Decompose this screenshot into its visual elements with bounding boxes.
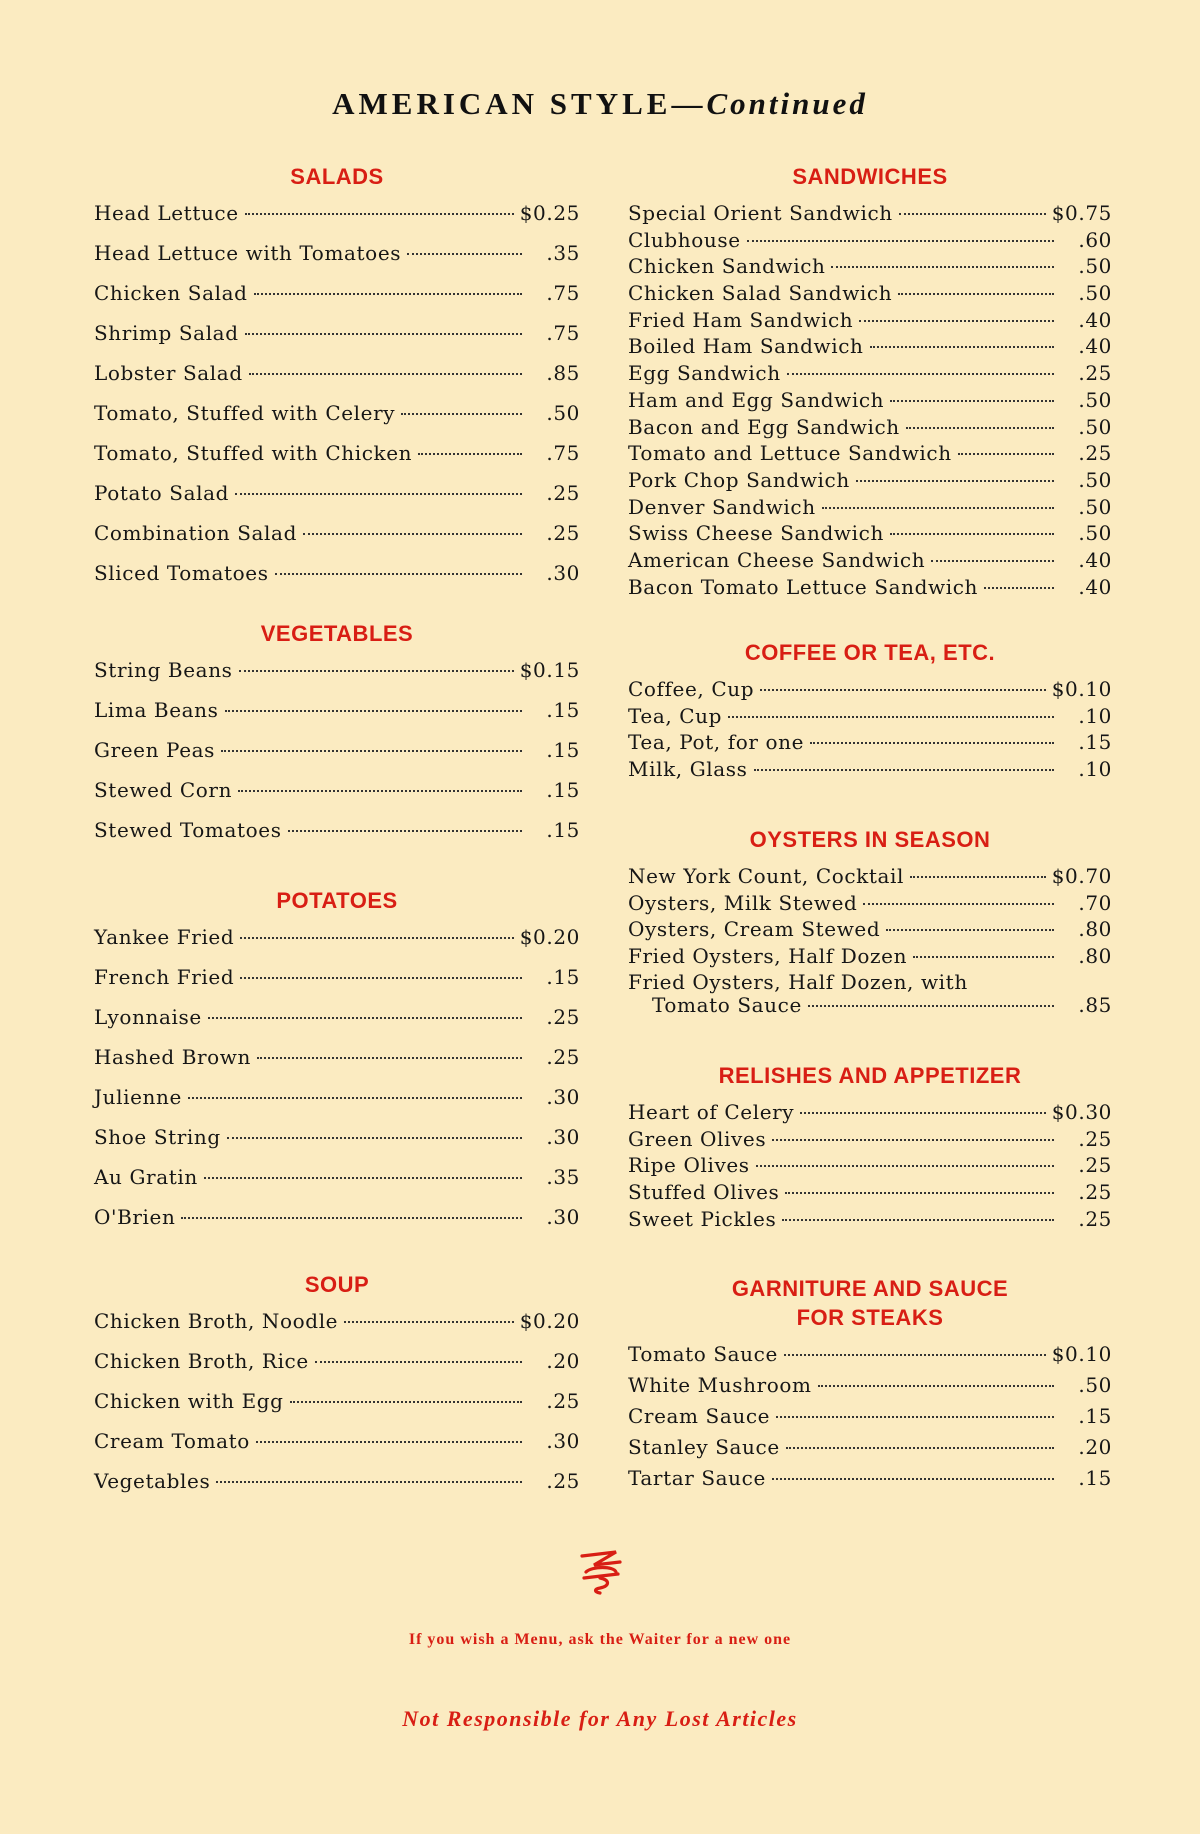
leader-dots [786,1447,1054,1449]
leader-dots [216,1481,522,1483]
item-list [628,201,1112,601]
leader-dots [810,742,1054,744]
item-name: Shoe String [94,1125,221,1149]
item-price: .50 [1078,414,1112,439]
leader-dots [315,1361,522,1363]
leader-dots [859,320,1054,322]
item-name: Denver Sandwich [628,494,816,519]
item-price: .25 [546,1005,580,1029]
leader-dots [240,977,522,979]
section-title: OYSTERS IN SEASON [749,827,991,852]
menu-item [628,1180,1112,1207]
leader-dots [787,373,1054,375]
leader-dots [899,213,1046,215]
leader-dots [754,769,1054,771]
item-price: .80 [1078,917,1112,942]
item-name: Hashed Brown [94,1045,252,1069]
menu-item [628,677,1112,704]
leader-dots [785,1192,1054,1194]
item-name: Heart of Celery [628,1100,795,1124]
leader-dots [898,293,1054,295]
item-name: Vegetables [94,1469,211,1493]
relishes-section [628,1061,1112,1233]
item-name: Tomato Sauce [628,1342,778,1366]
leader-dots [401,413,522,415]
garniture-section [628,1274,1112,1497]
menu-item [94,281,580,321]
item-price: .75 [546,321,580,345]
leader-dots [227,1137,522,1139]
item-price: $0.25 [519,201,580,225]
leader-dots [249,373,522,375]
item-price: .10 [1078,703,1112,728]
menu-item [628,548,1112,575]
item-name: Green Peas [94,738,216,762]
leader-dots [863,903,1054,905]
item-name-line1: Fried Oysters, Half Dozen, with [628,969,968,994]
menu-item [94,1349,580,1389]
item-name: Yankee Fried [94,925,235,949]
leader-dots [256,1441,522,1443]
item-name: Lobster Salad [94,361,243,385]
item-price: .85 [1078,992,1112,1017]
menu-item [94,561,580,601]
menu-item [628,441,1112,468]
leader-dots [240,937,513,939]
item-name: Chicken with Egg [94,1389,284,1413]
menu-item [94,1045,580,1085]
leader-dots [886,929,1054,931]
item-name: Special Orient Sandwich [628,201,893,225]
item-name: Cream Sauce [628,1404,771,1428]
menu-item [628,361,1112,388]
item-name: Cream Tomato [94,1429,250,1453]
section-title: VEGETABLES [260,621,414,646]
leader-dots [407,253,522,255]
menu-item [628,388,1112,415]
leader-dots [728,716,1054,718]
item-price: .50 [1078,521,1112,546]
menu-item [628,1100,1112,1127]
item-name: Tomato, Stuffed with Celery [94,401,396,425]
leader-dots [756,1165,1054,1167]
item-price: .30 [546,1429,580,1453]
item-name: Shrimp Salad [94,321,239,345]
section-title: SANDWICHES [792,164,948,189]
leader-dots [776,1416,1054,1418]
menu-item [628,228,1112,255]
item-name: Stewed Corn [94,778,233,802]
leader-dots [784,1354,1046,1356]
leader-dots [188,1097,522,1099]
item-name: Chicken Salad Sandwich [628,281,893,306]
item-price: .25 [1078,441,1112,466]
item-price: .25 [1078,1206,1112,1231]
menu-item [94,925,580,965]
item-price: .15 [1078,730,1112,755]
leader-dots [344,1321,514,1323]
item-price: .15 [546,965,580,989]
item-price: .35 [546,241,580,265]
menu-item [94,361,580,401]
leader-dots [890,400,1054,402]
item-name: Combination Salad [94,521,297,545]
item-name: Bacon Tomato Lettuce Sandwich [628,574,979,599]
menu-item [628,1466,1112,1497]
leader-dots [225,710,522,712]
menu-item [628,495,1112,522]
soup-section [94,1270,580,1509]
item-list [628,1342,1112,1497]
page-title-main: AMERICAN STYLE— [332,86,707,121]
item-list [94,201,580,601]
item-name: Stanley Sauce [628,1435,780,1459]
page-title-continued: Continued [706,86,868,121]
section-title: SALADS [290,164,384,189]
leader-dots [303,533,522,535]
menu-item [94,1205,580,1245]
item-price: .70 [1078,890,1112,915]
leader-dots [931,560,1054,562]
item-name: Fried Oysters, Half Dozen [628,944,908,969]
leader-dots [181,1217,522,1219]
item-name: Coffee, Cup [628,677,755,701]
menu-item [94,401,580,441]
leader-dots [254,293,522,295]
item-price: .40 [1078,307,1112,332]
menu-item [628,521,1112,548]
item-name: O'Brien [94,1205,176,1229]
item-price: $0.10 [1051,1342,1112,1366]
item-list [94,1309,580,1509]
menu-item [628,730,1112,757]
leader-dots [800,1112,1046,1114]
item-name: White Mushroom [628,1373,812,1397]
menu-item [628,1342,1112,1373]
item-name: Ripe Olives [628,1153,750,1178]
leader-dots [822,507,1054,509]
item-price: .40 [1078,574,1112,599]
leader-dots [239,670,514,672]
item-name: Tomato and Lettuce Sandwich [628,441,952,466]
menu-item [628,891,1112,918]
section-title-line1: GARNITURE AND SAUCE [731,1276,1009,1301]
menu-item [94,1165,580,1205]
menu-request-note: If you wish a Menu, ask the Waiter for a new one [408,1631,792,1648]
item-name: Oysters, Cream Stewed [628,917,881,942]
menu-item [94,321,580,361]
item-price: .15 [546,818,580,842]
item-name: Chicken Broth, Rice [94,1349,309,1373]
menu-item [628,254,1112,281]
item-price: .15 [546,698,580,722]
item-price: .40 [1078,334,1112,359]
item-name: Ham and Egg Sandwich [628,387,885,412]
item-name: Swiss Cheese Sandwich [628,521,884,546]
item-name: Milk, Glass [628,757,748,782]
item-name: Stewed Tomatoes [94,818,282,842]
menu-item [94,1429,580,1469]
section-title: SOUP [304,1272,370,1297]
item-price: .40 [1078,547,1112,572]
menu-item [628,1127,1112,1154]
item-price: .25 [546,521,580,545]
menu-item [628,757,1112,784]
item-price: .50 [1078,1373,1112,1397]
item-name: Sweet Pickles [628,1206,777,1231]
menu-item [94,1309,580,1349]
item-name: Chicken Salad [94,281,248,305]
item-price: .50 [1078,467,1112,492]
menu-item-multiline [628,971,1112,1017]
disclaimer: Not Responsible for Any Lost Articles [402,1706,798,1731]
menu-item [94,738,580,778]
menu-item [94,521,580,561]
item-name: Tomato, Stuffed with Chicken [94,441,413,465]
menu-item [628,1373,1112,1404]
item-price: .50 [1078,387,1112,412]
menu-item [628,1207,1112,1234]
item-price: .80 [1078,944,1112,969]
sandwiches-section [628,162,1112,601]
menu-item [94,698,580,738]
item-name: Chicken Broth, Noodle [94,1309,339,1333]
leader-dots [290,1401,522,1403]
menu-item [628,864,1112,891]
item-price: .60 [1078,227,1112,252]
item-price: .20 [1078,1435,1112,1459]
item-list [628,677,1112,784]
leader-dots [257,1057,522,1059]
menu-item [94,1469,580,1509]
leader-dots [245,213,514,215]
leader-dots [418,453,522,455]
item-price: .35 [546,1165,580,1189]
item-price: .15 [546,778,580,802]
item-name-line2: Tomato Sauce [652,992,802,1017]
item-name: Clubhouse [628,227,741,252]
item-price: .25 [1078,1180,1112,1205]
vegetables-section [94,619,580,858]
menu-item [628,415,1112,442]
leader-dots [984,587,1054,589]
item-price: .20 [546,1349,580,1373]
item-price: .25 [546,1389,580,1413]
item-name: Tartar Sauce [628,1466,766,1490]
menu-item [94,818,580,858]
item-name: Au Gratin [94,1165,198,1189]
item-price: .15 [546,738,580,762]
item-name: New York Count, Cocktail [628,864,905,888]
menu-item [94,1125,580,1165]
leader-dots [204,1177,522,1179]
leader-dots [831,266,1054,268]
item-name: Green Olives [628,1126,767,1151]
leader-dots [856,480,1054,482]
leader-dots [906,427,1054,429]
item-price: $0.30 [1051,1100,1112,1124]
item-price: .50 [1078,494,1112,519]
section-title: POTATOES [276,888,398,913]
leader-dots [275,573,522,575]
item-name: Lima Beans [94,698,219,722]
section-title: RELISHES AND APPETIZER [718,1063,1022,1088]
menu-item [94,201,580,241]
menu-item [628,917,1112,944]
item-price: .25 [546,481,580,505]
menu-item [94,1389,580,1429]
menu-item [628,1153,1112,1180]
item-price: .15 [1078,1466,1112,1490]
item-price: .50 [546,401,580,425]
menu-item [628,308,1112,335]
item-price: .25 [546,1045,580,1069]
item-price: .25 [1078,361,1112,386]
menu-item [628,944,1112,971]
menu-item [94,1005,580,1045]
leader-dots [958,453,1054,455]
potatoes-section [94,886,580,1245]
item-list [628,1100,1112,1233]
item-name: Julienne [94,1085,182,1109]
menu-item [94,778,580,818]
item-name: Fried Ham Sandwich [628,307,854,332]
item-price: $0.75 [1051,201,1112,225]
item-name: Tea, Pot, for one [628,730,805,755]
item-price: $0.70 [1051,864,1112,888]
menu-item [628,334,1112,361]
leader-dots [747,240,1054,242]
oysters-section [628,825,1112,1017]
menu-item [94,481,580,521]
item-name: Oysters, Milk Stewed [628,890,858,915]
salads-section [94,162,580,601]
item-price: .15 [1078,1404,1112,1428]
menu-item [628,201,1112,228]
item-price: .30 [546,1085,580,1109]
leader-dots [245,333,522,335]
item-price: .25 [546,1469,580,1493]
menu-item [94,441,580,481]
item-price: $0.20 [519,1309,580,1333]
menu-item [628,1404,1112,1435]
menu-item [628,281,1112,308]
leader-dots [235,493,522,495]
section-title: COFFEE OR TEA, ETC. [744,640,996,665]
item-name: Bacon and Egg Sandwich [628,414,900,439]
item-name: String Beans [94,658,233,682]
item-name: American Cheese Sandwich [628,547,926,572]
item-name: Head Lettuce [94,201,239,225]
leader-dots [782,1219,1054,1221]
leader-dots [772,1139,1054,1141]
item-name: Pork Chop Sandwich [628,467,850,492]
menu-item [628,575,1112,602]
red-monogram-emblem-icon [570,1548,630,1596]
menu-item [94,1085,580,1125]
section-title-line2: FOR STEAKS [796,1305,944,1330]
item-list [94,658,580,858]
item-price: .30 [546,1125,580,1149]
leader-dots [760,689,1046,691]
leader-dots [818,1385,1054,1387]
item-price: .30 [546,1205,580,1229]
leader-dots [221,750,522,752]
menu-item [628,1435,1112,1466]
item-price: .50 [1078,254,1112,279]
item-price: .25 [1078,1153,1112,1178]
item-price: .30 [546,561,580,585]
menu-item [94,658,580,698]
item-name: French Fried [94,965,235,989]
item-name: Sliced Tomatoes [94,561,269,585]
leader-dots [870,346,1054,348]
item-price: .75 [546,281,580,305]
leader-dots [288,830,522,832]
menu-item [628,704,1112,731]
item-name: Stuffed Olives [628,1180,780,1205]
leader-dots [808,1005,1054,1007]
leader-dots [910,876,1046,878]
leader-dots [238,790,522,792]
item-price: $0.20 [519,925,580,949]
item-name: Lyonnaise [94,1005,202,1029]
menu-item [628,468,1112,495]
item-list [94,925,580,1245]
leader-dots [772,1478,1054,1480]
leader-dots [208,1017,522,1019]
item-price: $0.10 [1051,677,1112,701]
item-list [628,864,1112,971]
item-price: .75 [546,441,580,465]
item-price: .10 [1078,757,1112,782]
item-name: Head Lettuce with Tomatoes [94,241,402,265]
item-name: Chicken Sandwich [628,254,826,279]
item-name: Tea, Cup [628,703,723,728]
leader-dots [913,956,1054,958]
item-name: Potato Salad [94,481,230,505]
page-title [0,86,1200,122]
coffee-section [628,638,1112,784]
item-price: .50 [1078,281,1112,306]
item-price: .85 [546,361,580,385]
menu-item [94,241,580,281]
item-price: $0.15 [519,658,580,682]
menu-item [94,965,580,1005]
item-price: .25 [1078,1126,1112,1151]
item-name: Egg Sandwich [628,361,781,386]
leader-dots [890,533,1054,535]
item-name: Boiled Ham Sandwich [628,334,864,359]
